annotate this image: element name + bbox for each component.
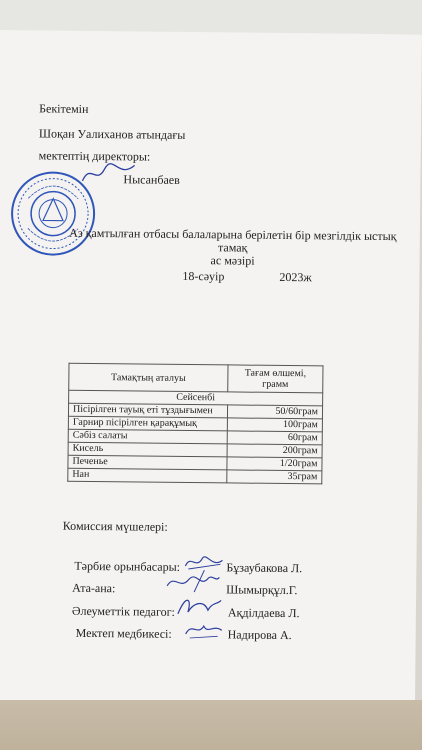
approval-line-2: Шоқан Уалиханов атындағы <box>38 126 186 142</box>
table-day-label: Сейсенбі <box>69 390 323 406</box>
menu-table <box>67 363 323 485</box>
approval-line-1: Бекітемін <box>39 101 89 116</box>
background-bottom <box>0 700 422 750</box>
table-cell-name: Кисель <box>68 442 227 457</box>
member-role: Тәрбие орынбасары: <box>74 558 181 574</box>
table-cell-amount: 35грам <box>227 470 322 484</box>
director-signature-icon <box>78 159 138 190</box>
member-name: Ақділдаева Л. <box>227 605 300 621</box>
approval-line-3: мектептің директоры: <box>38 148 151 164</box>
table-cell-amount: 1/20грам <box>227 457 322 471</box>
table-header-amount: Тағам өлшемі, грамм <box>228 365 323 393</box>
commission-title: Комиссия мүшелері: <box>62 518 168 534</box>
menu-title-line-2: ас мәзірі <box>210 253 255 268</box>
table-row <box>68 468 322 484</box>
table-cell-amount: 60грам <box>227 431 322 445</box>
menu-date-day: 18-сәуір <box>182 268 225 284</box>
table-cell-name: Печенье <box>68 455 227 470</box>
table-cell-amount: 200грам <box>227 444 322 458</box>
document-page <box>0 30 422 710</box>
table-cell-amount: 50/60грам <box>227 405 322 419</box>
signature-3-icon <box>174 592 224 621</box>
member-role: Ата-ана: <box>72 580 116 596</box>
table-cell-name: Нан <box>68 468 227 483</box>
member-role: Мектеп медбикесі: <box>75 625 172 641</box>
member-name: Надирова А. <box>227 627 292 643</box>
member-role: Әлеуметтік педагог: <box>71 603 175 619</box>
table-cell-name: Пісірілген тауық еті тұздығымен <box>68 403 227 418</box>
table-cell-amount: 100грам <box>227 418 322 432</box>
background-top <box>0 0 422 34</box>
director-name: Нысанбаев <box>123 172 180 187</box>
signature-4-icon <box>182 618 226 642</box>
menu-title-line-1: Аз қамтылған отбасы балаларына берілетін бір мезгілдік ыстық тамақ <box>69 225 397 255</box>
table-cell-name: Сәбіз салаты <box>68 429 227 444</box>
table-header-row <box>69 363 323 393</box>
member-name: Шымырқұл.Г. <box>226 582 298 598</box>
menu-date-year: 2023ж <box>279 269 312 285</box>
table-cell-name: Гарнир пісірілген қарақұмық <box>68 416 227 431</box>
table-header-name: Тамақтың аталуы <box>69 363 228 392</box>
member-name: Бұзаубакова Л. <box>226 560 303 576</box>
